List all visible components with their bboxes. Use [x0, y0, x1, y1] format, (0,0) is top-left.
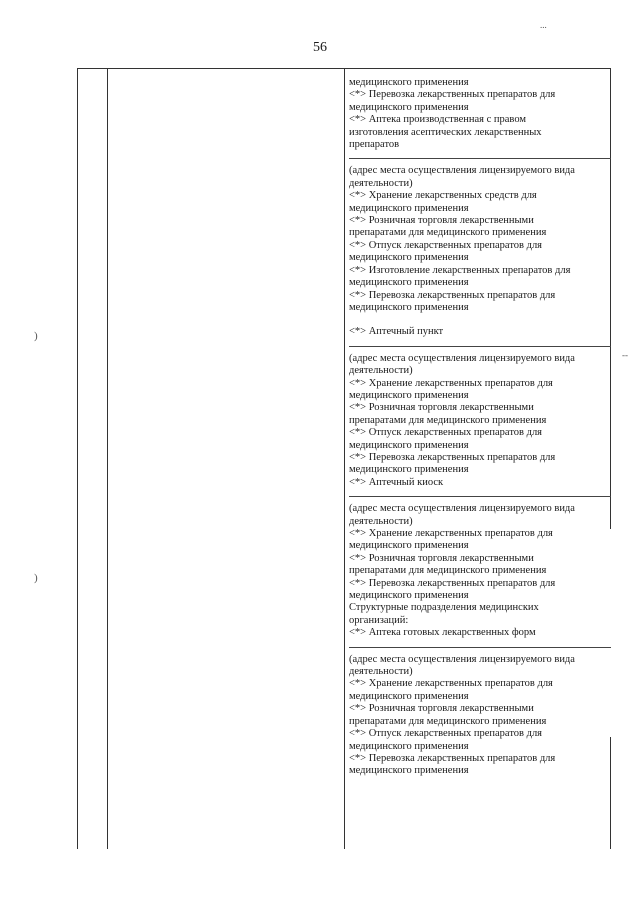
- block-separator: [349, 647, 611, 648]
- text-line: <*> Аптека готовых лекарственных форм: [349, 627, 536, 639]
- text-line: организаций:: [349, 614, 409, 626]
- license-table: [77, 68, 611, 849]
- text-line: медицинского применения: [349, 590, 469, 602]
- text-line: (адрес места осуществления лицензируемого вида: [349, 352, 575, 364]
- text-line: <*> Розничная торговля лекарственными: [349, 703, 534, 715]
- page-number: 56: [313, 40, 327, 55]
- text-line: медицинского применения: [349, 540, 469, 552]
- text-line: препаратами для медицинского применения: [349, 565, 547, 577]
- text-line: медицинского применения: [349, 439, 469, 451]
- text-line: медицинского применения: [349, 77, 469, 88]
- text-line: <*> Аптека производственная с правом: [349, 114, 527, 126]
- text-line: <*> Аптечный киоск: [349, 476, 444, 488]
- activity-cell: [349, 77, 604, 778]
- text-line: медицинского применения: [349, 277, 469, 289]
- text-line: <*> Аптечный пункт: [349, 326, 444, 338]
- text-line: медицинского применения: [349, 690, 469, 702]
- text-line: <*> Перевозка лекарственных препаратов для: [349, 577, 556, 589]
- text-line: медицинского применения: [349, 301, 469, 313]
- text-line: медицинского применения: [349, 101, 469, 113]
- text-line: <*> Перевозка лекарственных препаратов для: [349, 752, 556, 764]
- text-line: <*> Розничная торговля лекарственными: [349, 552, 534, 564]
- address-block: [349, 654, 604, 778]
- text-line: <*> Хранение лекарственных средств для: [349, 190, 537, 202]
- text-line: деятельности): [349, 177, 413, 189]
- address-block: [349, 77, 604, 151]
- margin-mark: ): [34, 330, 38, 342]
- text-line: изготовления асептических лекарственных: [349, 126, 542, 138]
- text-line: медицинского применения: [349, 389, 469, 401]
- text-line: деятельности): [349, 515, 413, 527]
- text-line: <*> Отпуск лекарственных препаратов для: [349, 239, 543, 251]
- text-line: <*> Розничная торговля лекарственными: [349, 402, 534, 414]
- text-line: деятельности): [349, 365, 413, 377]
- text-line: <*> Хранение лекарственных препаратов для: [349, 528, 553, 539]
- text-line: <*> Хранение лекарственных препаратов для: [349, 678, 553, 690]
- margin-mark: --: [622, 350, 628, 360]
- text-line: препаратами для медицинского применения: [349, 227, 547, 239]
- text-line: <*> Перевозка лекарственных препаратов для: [349, 89, 556, 101]
- text-line: Структурные подразделения медицинских: [349, 602, 539, 614]
- blank-line: [349, 314, 604, 326]
- text-line: деятельности): [349, 666, 413, 678]
- block-separator: [349, 496, 611, 497]
- text-line: <*> Хранение лекарственных препаратов для: [349, 377, 553, 389]
- column-divider: [610, 69, 611, 529]
- text-line: медицинского применения: [349, 252, 469, 264]
- column-divider: [107, 69, 108, 849]
- text-line: <*> Розничная торговля лекарственными: [349, 215, 534, 227]
- text-line: <*> Перевозка лекарственных препаратов для: [349, 289, 556, 301]
- text-line: медицинского применения: [349, 740, 469, 752]
- column-divider: [610, 737, 611, 849]
- address-block: [349, 353, 604, 489]
- text-line: медицинского применения: [349, 765, 469, 777]
- text-line: препаратами для медицинского применения: [349, 715, 547, 727]
- block-separator: [349, 158, 611, 159]
- text-line: препаратов: [349, 139, 400, 151]
- text-line: <*> Отпуск лекарственных препаратов для: [349, 728, 543, 740]
- text-line: (адрес места осуществления лицензируемого вида: [349, 653, 575, 665]
- text-line: медицинского применения: [349, 202, 469, 214]
- text-line: (адрес места осуществления лицензируемого вида: [349, 165, 575, 177]
- text-line: препаратами для медицинского применения: [349, 414, 547, 426]
- text-line: <*> Изготовление лекарственных препаратов для: [349, 264, 571, 276]
- text-line: (адрес места осуществления лицензируемого вида: [349, 503, 575, 515]
- column-divider: [344, 69, 345, 849]
- text-line: <*> Отпуск лекарственных препаратов для: [349, 427, 543, 439]
- block-separator: [349, 346, 611, 347]
- text-line: <*> Перевозка лекарственных препаратов для: [349, 451, 556, 463]
- text-line: медицинского применения: [349, 464, 469, 476]
- margin-mark: ...: [540, 20, 547, 30]
- address-block: [349, 165, 604, 338]
- margin-mark: ): [34, 572, 38, 584]
- address-block: [349, 503, 604, 639]
